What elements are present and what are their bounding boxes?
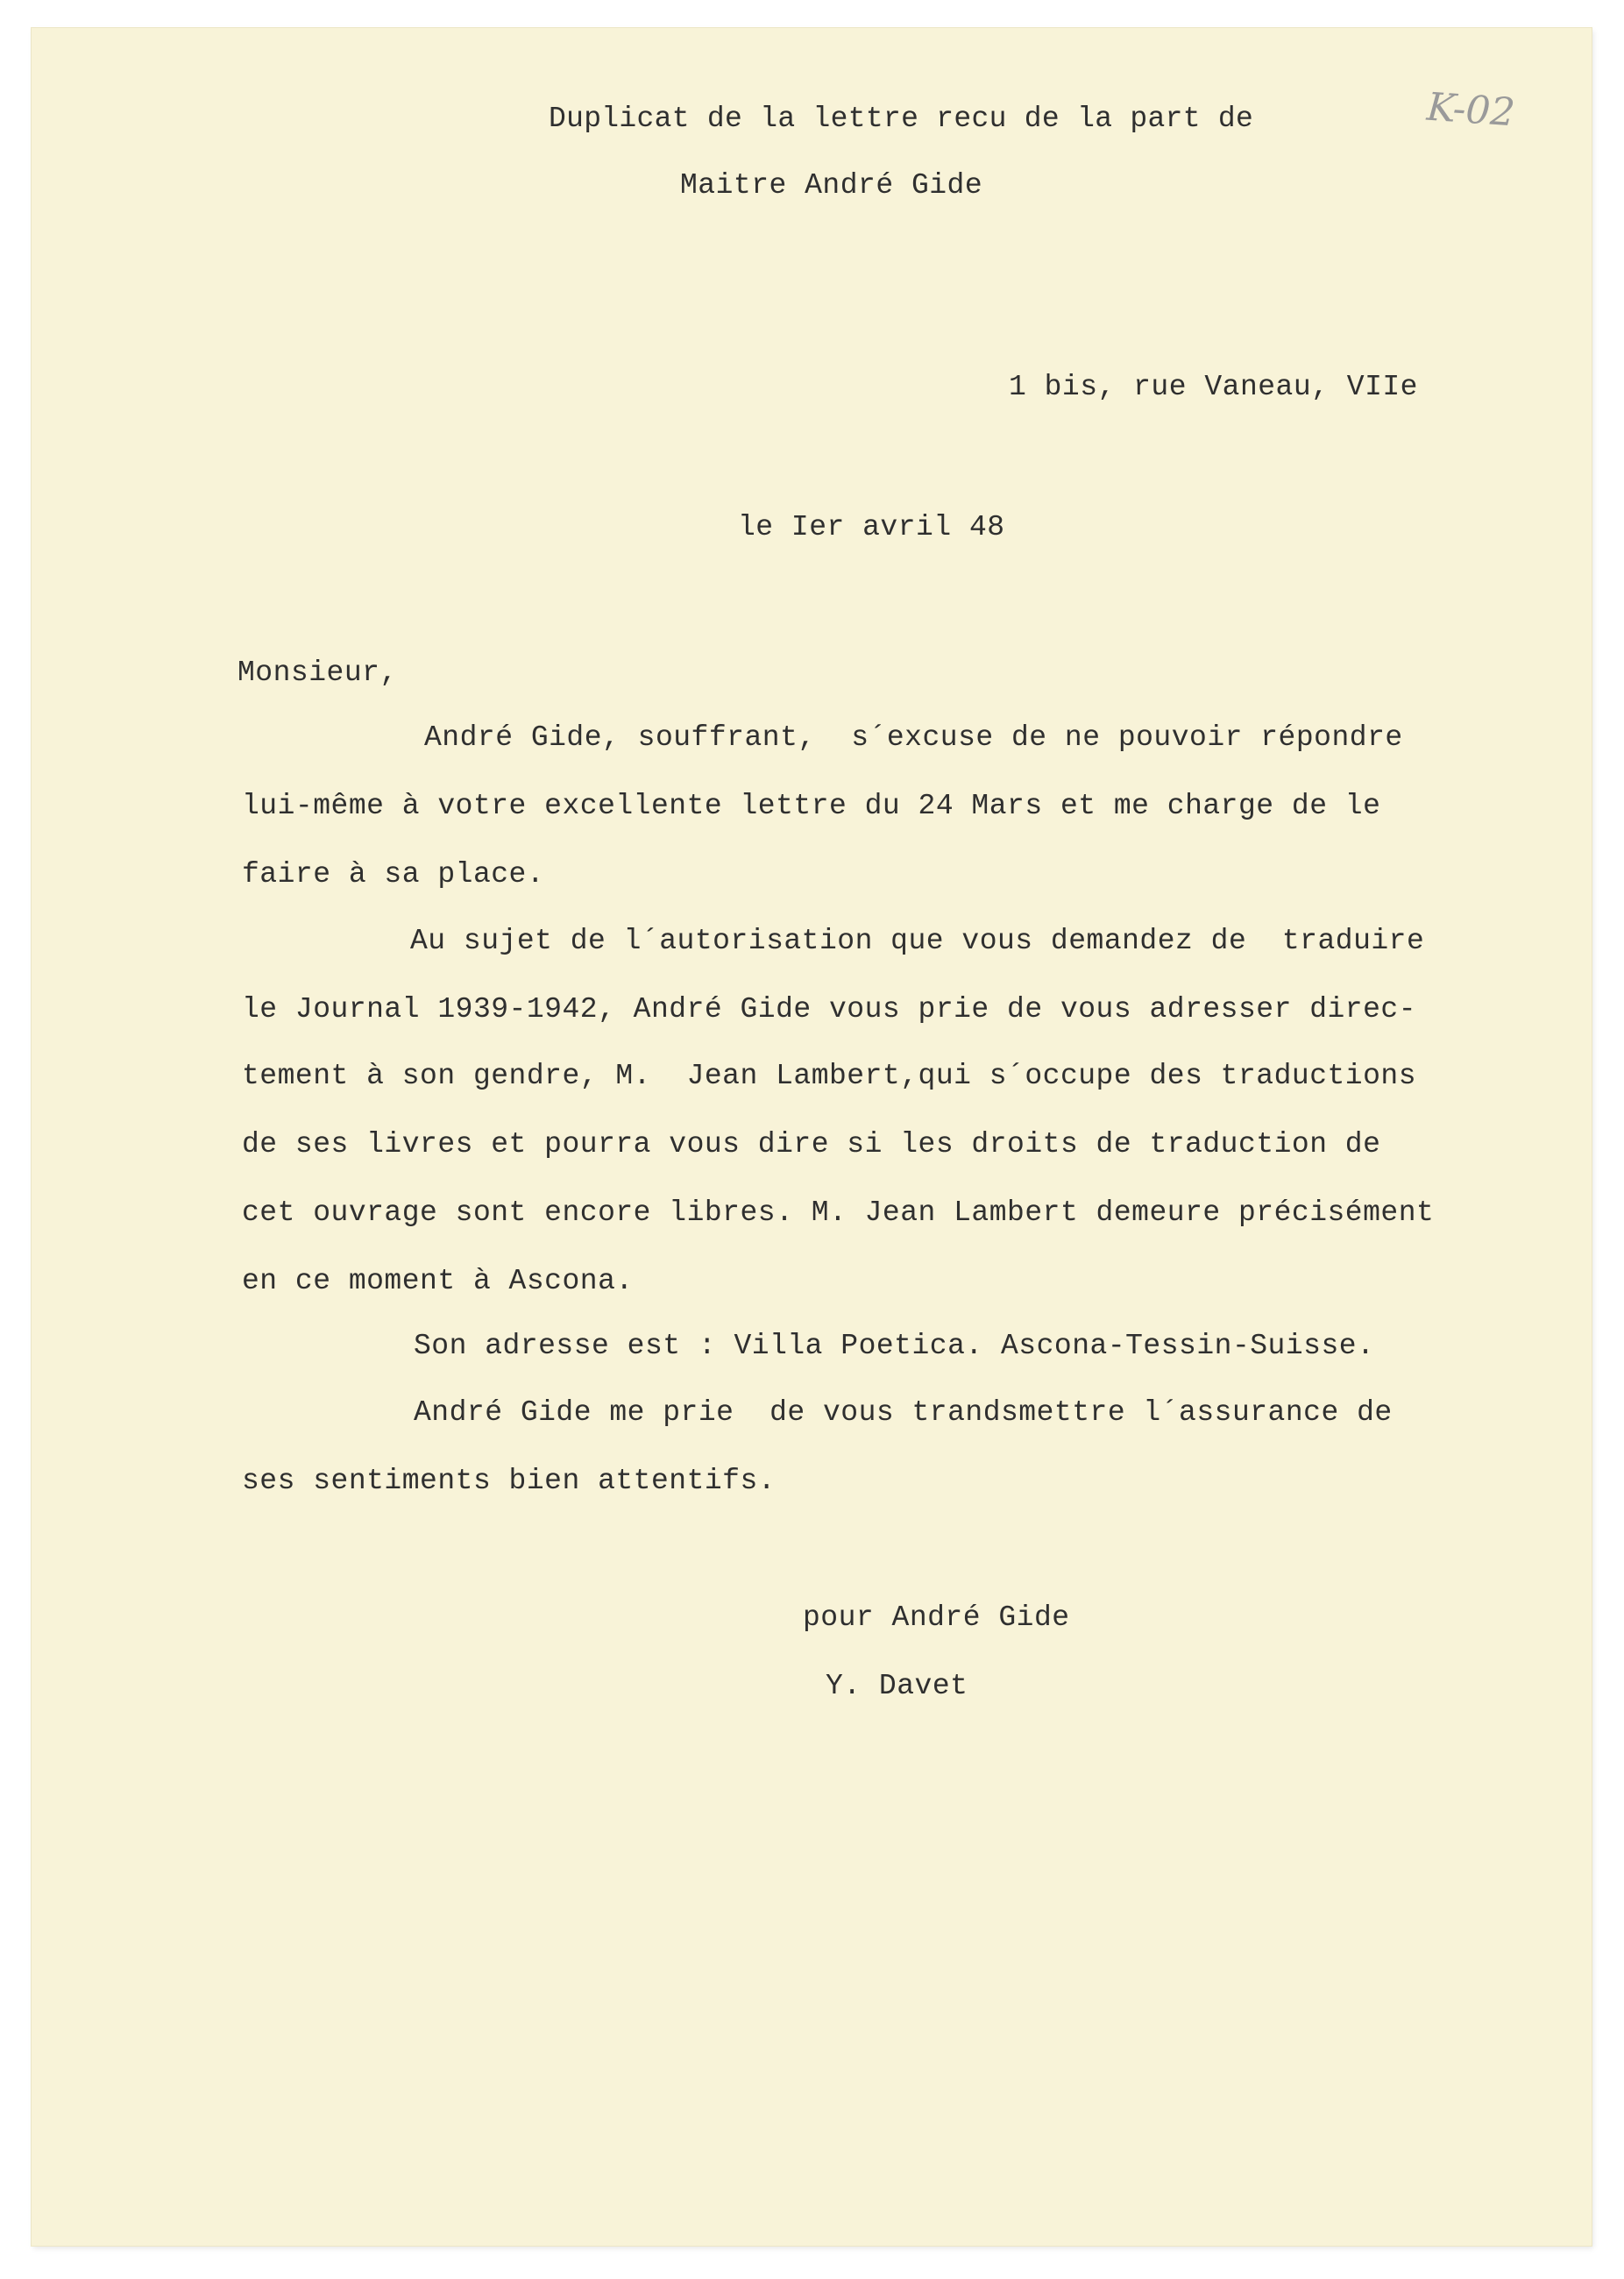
body-line: de ses livres et pourra vous dire si les droits de traduction de: [242, 1128, 1381, 1161]
body-line: lui-même à votre excellente lettre du 24 Mars et me charge de le: [242, 790, 1381, 822]
body-line: ses sentiments bien attentifs.: [242, 1465, 777, 1497]
body-line: André Gide me prie de vous trandsmettre l´assurance de: [414, 1396, 1393, 1429]
signature: Y. Davet: [826, 1670, 968, 1702]
archive-mark: K-02: [1425, 84, 1517, 136]
body-line: André Gide, souffrant, s´excuse de ne pouvoir répondre: [424, 721, 1403, 754]
closing-line: pour André Gide: [803, 1601, 1070, 1634]
body-line: le Journal 1939-1942, André Gide vous prie de vous adresser direc-: [242, 993, 1417, 1026]
body-line: en ce moment à Ascona.: [242, 1265, 634, 1297]
body-line: tement à son gendre, M. Jean Lambert,qui s´occupe des traductions: [242, 1060, 1417, 1092]
header-line-2: Maitre André Gide: [680, 169, 983, 202]
body-line: faire à sa place.: [242, 858, 545, 891]
salutation: Monsieur,: [238, 657, 398, 689]
body-line: cet ouvrage sont encore libres. M. Jean Lambert demeure précisément: [242, 1196, 1435, 1229]
sender-address: 1 bis, rue Vaneau, VIIe: [1009, 371, 1418, 403]
body-line: Son adresse est : Villa Poetica. Ascona-Tessin-Suisse.: [414, 1330, 1375, 1362]
body-line: Au sujet de l´autorisation que vous demandez de traduire: [410, 925, 1425, 957]
letter-page: [32, 28, 1592, 2246]
header-line-1: Duplicat de la lettre recu de la part de: [549, 103, 1254, 135]
letter-date: le Ier avril 48: [738, 511, 1005, 543]
